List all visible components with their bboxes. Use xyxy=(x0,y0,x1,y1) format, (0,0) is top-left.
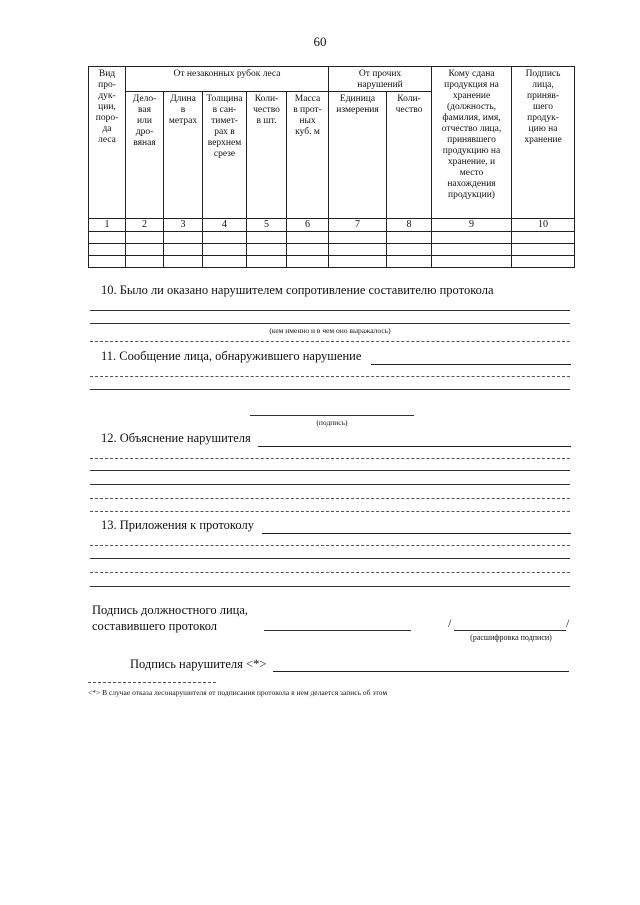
header-product-type: Вид про- дук- ции, поро- да леса xyxy=(89,67,126,219)
header-timber-type: Дело- вая или дро- вяная xyxy=(126,92,164,219)
header-other-violations: От прочих нарушений xyxy=(329,67,432,92)
attachments-line-4[interactable] xyxy=(90,586,570,587)
footnote-separator xyxy=(88,682,216,683)
header-unit: Единица измерения xyxy=(329,92,387,219)
violator-signature-label: Подпись нарушителя <*> xyxy=(130,657,267,671)
report-line-2[interactable] xyxy=(90,389,570,390)
resistance-caption: (кем именно и в чем оно выражалось) xyxy=(269,326,391,335)
explanation-line-3[interactable] xyxy=(90,484,570,485)
section-10-label: 10. Было ли оказано нарушителем сопротивление составителю протокола xyxy=(101,283,494,297)
table-row xyxy=(89,256,575,268)
header-quantity-pieces: Коли- чество в шт. xyxy=(247,92,287,219)
signature-caption: (подпись) xyxy=(316,418,348,427)
resistance-line-3[interactable] xyxy=(90,341,570,342)
explanation-fill-line[interactable] xyxy=(258,446,571,447)
attachments-line-2[interactable] xyxy=(90,558,570,559)
column-number: 6 xyxy=(287,219,329,232)
signature-slash-left: / xyxy=(448,616,452,630)
report-fill-line[interactable] xyxy=(371,364,571,365)
section-11-label: 11. Сообщение лица, обнаружившего нарушение xyxy=(101,349,362,363)
table-row xyxy=(89,244,575,256)
official-signature-line[interactable] xyxy=(264,630,411,631)
column-number: 2 xyxy=(126,219,164,232)
resistance-line-1[interactable] xyxy=(90,310,570,311)
column-number: 8 xyxy=(387,219,432,232)
header-length: Длина в метрах xyxy=(164,92,203,219)
column-number: 5 xyxy=(247,219,287,232)
attachments-line-1[interactable] xyxy=(90,545,570,546)
production-table xyxy=(88,66,575,268)
column-number: 1 xyxy=(89,219,126,232)
section-12-label: 12. Объяснение нарушителя xyxy=(101,431,251,445)
section-13-label: 13. Приложения к протоколу xyxy=(101,518,254,532)
explanation-line-5[interactable] xyxy=(90,511,570,512)
official-signature-label-1: Подпись должностного лица, xyxy=(92,603,249,617)
resistance-line-2[interactable] xyxy=(90,323,570,324)
page-number: 60 xyxy=(313,34,327,49)
column-number: 10 xyxy=(512,219,575,232)
violator-signature-line[interactable] xyxy=(273,671,569,672)
attachments-fill-line[interactable] xyxy=(262,533,571,534)
column-number: 3 xyxy=(164,219,203,232)
signature-decode-line[interactable] xyxy=(454,630,566,631)
header-illegal-logging: От незаконных рубок леса xyxy=(126,67,329,92)
column-number: 7 xyxy=(329,219,387,232)
explanation-line-1[interactable] xyxy=(90,458,570,459)
explanation-line-2[interactable] xyxy=(90,470,570,471)
header-quantity: Коли- чество xyxy=(387,92,432,219)
explanation-line-4[interactable] xyxy=(90,498,570,499)
column-number: 4 xyxy=(203,219,247,232)
column-number-row xyxy=(89,219,575,232)
official-signature-label-2: составившего протокол xyxy=(92,619,218,633)
reporter-signature-line[interactable] xyxy=(250,415,414,416)
column-number: 9 xyxy=(432,219,512,232)
table-row xyxy=(89,232,575,244)
header-recipient-signature: Подпись лица, приняв- шего продук- цию на хранение xyxy=(512,67,575,219)
footnote: <*> В случае отказа лесонарушителя от подписания протокола в нем делается запись об этом xyxy=(88,688,388,697)
header-mass: Масса в прот- ных куб. м xyxy=(287,92,329,219)
signature-decode-caption: (расшифровка подписи) xyxy=(470,633,552,642)
header-thickness: Толщина в сан- тимет- рах в верхнем срезе xyxy=(203,92,247,219)
attachments-line-3[interactable] xyxy=(90,572,570,573)
report-line-1[interactable] xyxy=(90,376,570,377)
signature-slash-right: / xyxy=(566,616,570,630)
header-storage-recipient: Кому сдана продукция на хранение (должность, фамилия, имя, отчество лица, принявшего продукцию на хранение, и место нахождения продукции) xyxy=(432,67,512,219)
